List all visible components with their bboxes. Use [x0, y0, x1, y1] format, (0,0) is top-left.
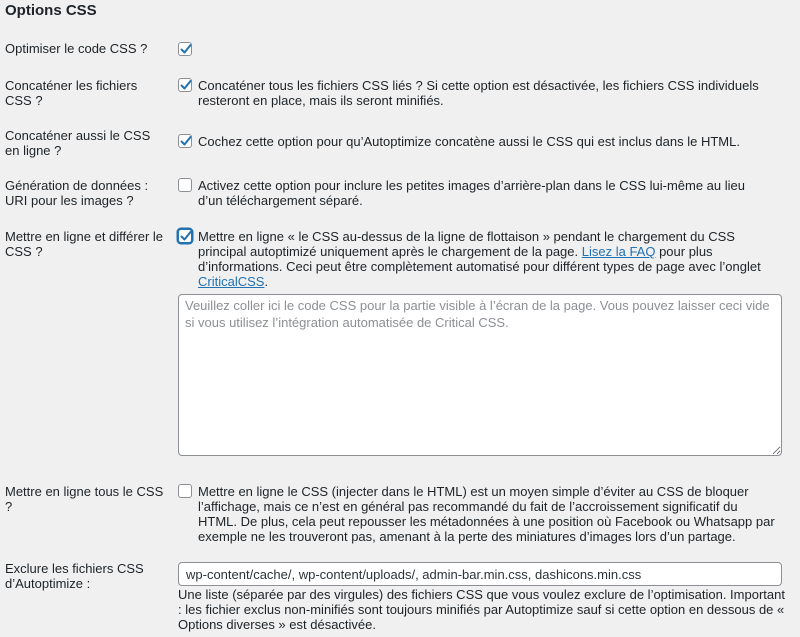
- aggregate-inline-css-description: Cochez cette option pour qu’Autoptimize concatène aussi le CSS qui est inclus dans le HTML.: [198, 134, 740, 149]
- criticalcss-tab-link[interactable]: CriticalCSS: [198, 274, 265, 289]
- exclude-css-input[interactable]: [178, 562, 782, 586]
- inline-defer-css-label: Mettre en ligne et différer le CSS ?: [5, 229, 164, 259]
- datauris-label: Génération de données : URI pour les images ?: [5, 178, 149, 208]
- datauris-checkbox[interactable]: [178, 178, 192, 192]
- inline-defer-text-3: .: [264, 274, 269, 289]
- aggregate-css-label: Concaténer les fichiers CSS ?: [5, 78, 138, 108]
- faq-link[interactable]: Lisez la FAQ: [581, 244, 656, 259]
- aggregate-css-checkbox[interactable]: [178, 78, 192, 92]
- inline-all-css-label: Mettre en ligne tous le CSS ?: [5, 484, 164, 514]
- aggregate-inline-css-label: Concaténer aussi le CSS en ligne ?: [5, 128, 151, 158]
- optimize-css-label: Optimiser le code CSS ?: [5, 41, 148, 56]
- datauris-description: Activez cette option pour inclure les petites images d’arrière-plan dans le CSS lui-même au lieu d’un téléchargement séparé.: [198, 178, 745, 208]
- inline-all-css-description: Mettre en ligne le CSS (injecter dans le HTML) est un moyen simple d’éviter au CSS de bloquer l’affichage, mais ce n’est en général pas recommandé du fait de l’accroissement significatif du HTML. De plus, cela peut repousser les métadonnées à une position où Facebook ou Whatsapp par exemple ne les trouveront pas, amenant à la perte des miniatures d’images lors d’un partage.: [198, 484, 775, 544]
- checkmark-icon: [178, 228, 194, 244]
- inline-defer-text-1: Mettre en ligne « le CSS au-dessus de la ligne de flottaison » pendant le chargement du CSS principal autoptimizé uniquement après le chargement de la page.: [198, 229, 735, 259]
- exclude-css-label: Exclure les fichiers CSS d’Autoptimize :: [5, 561, 144, 591]
- critical-css-textarea[interactable]: [178, 294, 782, 456]
- inline-defer-text-2: pour plus d’informations. Ceci peut être complètement automatisé pour différent types de page avec l’onglet: [198, 244, 761, 274]
- exclude-css-description: Une liste (séparée par des virgules) des fichiers CSS que vous voulez exclure de l’optimisation. Important : les fichier exclus non-minifiés sont toujours minifiés par Autoptimize sauf si cette option en dessous de « Options diverses » est désactivée.: [178, 587, 785, 632]
- inline-defer-css-checkbox[interactable]: [178, 229, 192, 243]
- checkmark-icon: [178, 41, 194, 57]
- checkmark-icon: [178, 77, 194, 93]
- inline-all-css-checkbox[interactable]: [178, 484, 192, 498]
- optimize-css-checkbox[interactable]: [178, 42, 192, 56]
- inline-defer-css-description: [198, 229, 786, 289]
- aggregate-css-description: Concaténer tous les fichiers CSS liés ? Si cette option est désactivée, les fichiers CSS individuels resteront en place, mais ils seront minifiés.: [198, 78, 759, 108]
- section-title: Options CSS: [5, 2, 97, 19]
- aggregate-inline-css-checkbox[interactable]: [178, 134, 192, 148]
- checkmark-icon: [178, 133, 194, 149]
